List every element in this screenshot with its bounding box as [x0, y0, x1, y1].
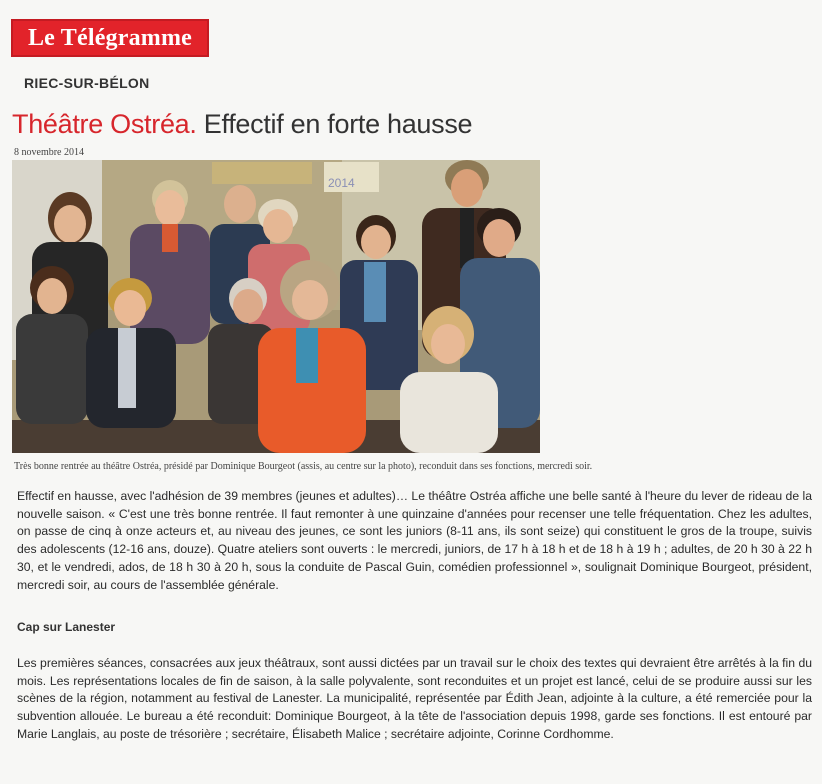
- wall-sign-text: 2014: [328, 176, 355, 190]
- masthead-title: Le Télégramme: [27, 25, 193, 51]
- photo-caption: Très bonne rentrée au théâtre Ostréa, présidé par Dominique Bourgeot (assis, au centre sur la photo), reconduit dans ses fonctions, mercredi soir.: [14, 461, 593, 472]
- article-headline: [12, 107, 472, 141]
- headline-rest: Effectif en forte hausse: [196, 109, 473, 139]
- article-subheading: Cap sur Lanester: [17, 620, 116, 634]
- article-paragraph-2: Les premières séances, consacrées aux jeux théâtraux, sont aussi dictées par un travail sur le choix des textes qui devraient être arrêtés à la fin du mois. Les représentations locales de fin de saison, à la salle polyvalente, sont reconduites et un projet est lancé, celui de se produire aussi sur les scènes de la région, notamment au festival de Lanester. La municipalité, représentée par Édith Jean, adjointe à la culture, a été remerciée pour la subvention allouée. Le bureau a été reconduit: Dominique Bourgeot, à la tête de l'association depuis 1998, garde ses fonctions. Il est entouré par Marie Langlais, au poste de trésorière ; secrétaire, Élisabeth Malice ; secrétaire adjointe, Corinne Cordhomme.: [17, 656, 812, 741]
- group-photo-illustration: [12, 160, 540, 453]
- headline-lead: Théâtre Ostréa.: [12, 109, 197, 139]
- group-photo: [12, 160, 540, 453]
- article-location: RIEC-SUR-BÉLON: [24, 75, 150, 91]
- article-paragraph-1: Effectif en hausse, avec l'adhésion de 39 membres (jeunes et adultes)… Le théâtre Ostréa affiche une belle santé à l'heure du lever de rideau de la nouvelle saison. « C'est une très bonne rentrée. Il faut remonter à une quinzaine d'années pour recenser une telle fréquentation. Chez les adultes, on passe de cinq à onze acteurs et, au niveau des jeunes, ce sont les juniors (8-11 ans, ils sont seize) qui constituent le gros de la troupe, suivis des adolescents (12-16 ans, douze). Quatre ateliers sont ouverts : le mercredi, juniors, de 17 h à 18 h et de 18 h à 19 h ; adultes, de 20 h 30 à 22 h 30, et le vendredi, ados, de 18 h 30 à 20 h, sous la conduite de Pascal Guin, comédien professionnel », soulignait Dominique Bourgeot, président, mercredi soir, au cours de l'assemblée générale.: [17, 489, 812, 592]
- newspaper-masthead: [11, 19, 209, 57]
- article-date: 8 novembre 2014: [14, 147, 84, 158]
